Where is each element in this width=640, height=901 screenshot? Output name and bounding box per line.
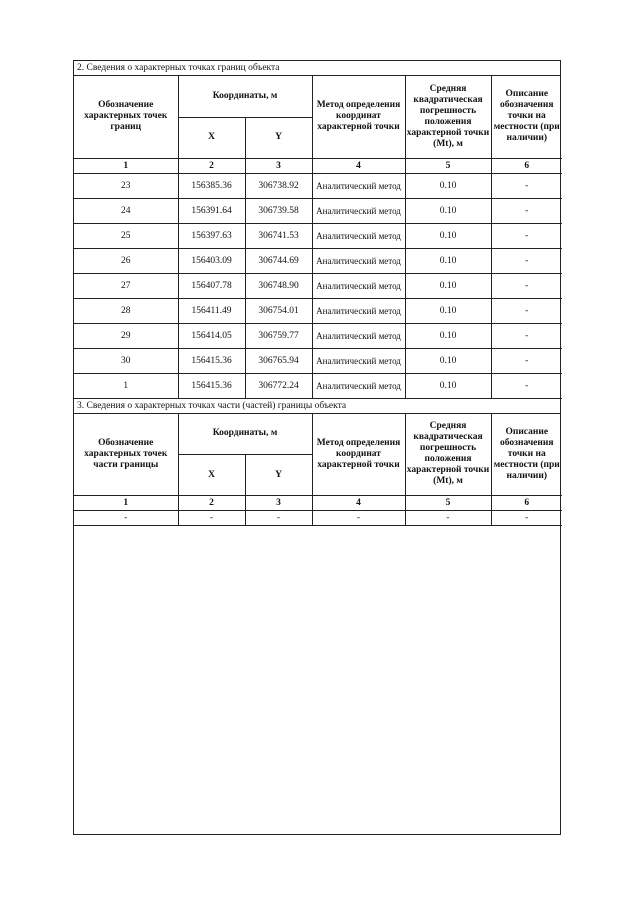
header-method: Метод определения координат характерной точки (312, 414, 405, 496)
point-designation-cell: 27 (74, 273, 178, 298)
error-cell: 0.10 (405, 198, 491, 223)
column-number: 1 (74, 158, 178, 173)
coord-y-cell: 306765.94 (245, 348, 312, 373)
column-number: 4 (312, 496, 405, 511)
coord-x-cell: 156415.36 (178, 348, 245, 373)
error-cell: 0.10 (405, 173, 491, 198)
coord-y-cell: 306772.24 (245, 373, 312, 398)
description-cell: - (491, 323, 562, 348)
empty-cell: - (178, 511, 245, 526)
header-error: Средняя квадратическая погрешность положения характерной точки (Mt), м (405, 414, 491, 496)
coord-y-cell: 306759.77 (245, 323, 312, 348)
section-2-title: 2. Сведения о характерных точках границ объекта (74, 61, 560, 76)
table-row (74, 373, 562, 398)
description-cell: - (491, 298, 562, 323)
table-row (74, 348, 562, 373)
coord-x-cell: 156415.36 (178, 373, 245, 398)
description-cell: - (491, 173, 562, 198)
method-cell: Аналитический метод (312, 173, 405, 198)
table-row (74, 248, 562, 273)
coord-x-cell: 156385.36 (178, 173, 245, 198)
header-x: X (178, 117, 245, 158)
description-cell: - (491, 223, 562, 248)
point-designation-cell: 30 (74, 348, 178, 373)
header-part-point-designation: Обозначение характерных точек части границы (74, 414, 178, 496)
boundary-points-table (74, 76, 562, 399)
description-cell: - (491, 373, 562, 398)
header-y: Y (245, 455, 312, 496)
method-cell: Аналитический метод (312, 323, 405, 348)
column-number-row (74, 158, 562, 173)
coord-x-cell: 156414.05 (178, 323, 245, 348)
empty-cell: - (74, 511, 178, 526)
coord-y-cell: 306748.90 (245, 273, 312, 298)
table-row (74, 198, 562, 223)
point-designation-cell: 1 (74, 373, 178, 398)
method-cell: Аналитический метод (312, 298, 405, 323)
header-x: X (178, 455, 245, 496)
column-number: 6 (491, 158, 562, 173)
point-designation-cell: 29 (74, 323, 178, 348)
header-description: Описание обозначения точки на местности (при наличии) (491, 414, 562, 496)
empty-cell: - (491, 511, 562, 526)
table-row (74, 323, 562, 348)
coord-y-cell: 306739.58 (245, 198, 312, 223)
method-cell: Аналитический метод (312, 373, 405, 398)
coord-y-cell: 306741.53 (245, 223, 312, 248)
method-cell: Аналитический метод (312, 223, 405, 248)
section-3-title: 3. Сведения о характерных точках части (частей) границы объекта (74, 399, 560, 414)
method-cell: Аналитический метод (312, 273, 405, 298)
point-designation-cell: 25 (74, 223, 178, 248)
coord-x-cell: 156397.63 (178, 223, 245, 248)
method-cell: Аналитический метод (312, 248, 405, 273)
column-number: 3 (245, 158, 312, 173)
coord-x-cell: 156391.64 (178, 198, 245, 223)
column-number-row (74, 496, 562, 511)
error-cell: 0.10 (405, 223, 491, 248)
description-cell: - (491, 198, 562, 223)
coord-x-cell: 156411.49 (178, 298, 245, 323)
table-row (74, 223, 562, 248)
column-number: 2 (178, 496, 245, 511)
header-coordinates: Координаты, м (178, 414, 312, 455)
document-page (73, 60, 561, 835)
method-cell: Аналитический метод (312, 198, 405, 223)
error-cell: 0.10 (405, 323, 491, 348)
error-cell: 0.10 (405, 298, 491, 323)
description-cell: - (491, 273, 562, 298)
part-boundary-points-table (74, 414, 562, 527)
header-method: Метод определения координат характерной точки (312, 76, 405, 158)
header-point-designation: Обозначение характерных точек границ (74, 76, 178, 158)
error-cell: 0.10 (405, 373, 491, 398)
table-row (74, 298, 562, 323)
point-designation-cell: 28 (74, 298, 178, 323)
empty-cell: - (312, 511, 405, 526)
description-cell: - (491, 248, 562, 273)
column-number: 5 (405, 496, 491, 511)
coord-x-cell: 156407.78 (178, 273, 245, 298)
empty-cell: - (245, 511, 312, 526)
column-number: 5 (405, 158, 491, 173)
table-row (74, 173, 562, 198)
header-description: Описание обозначения точки на местности (при наличии) (491, 76, 562, 158)
coord-y-cell: 306744.69 (245, 248, 312, 273)
column-number: 4 (312, 158, 405, 173)
column-number: 6 (491, 496, 562, 511)
empty-data-row (74, 511, 562, 526)
method-cell: Аналитический метод (312, 348, 405, 373)
column-number: 2 (178, 158, 245, 173)
error-cell: 0.10 (405, 348, 491, 373)
error-cell: 0.10 (405, 273, 491, 298)
header-coordinates: Координаты, м (178, 76, 312, 117)
error-cell: 0.10 (405, 248, 491, 273)
column-number: 1 (74, 496, 178, 511)
header-error: Средняя квадратическая погрешность положения характерной точки (Mt), м (405, 76, 491, 158)
point-designation-cell: 24 (74, 198, 178, 223)
empty-cell: - (405, 511, 491, 526)
header-y: Y (245, 117, 312, 158)
table-row (74, 273, 562, 298)
point-designation-cell: 26 (74, 248, 178, 273)
description-cell: - (491, 348, 562, 373)
column-number: 3 (245, 496, 312, 511)
coord-y-cell: 306754.01 (245, 298, 312, 323)
point-designation-cell: 23 (74, 173, 178, 198)
coord-y-cell: 306738.92 (245, 173, 312, 198)
coord-x-cell: 156403.09 (178, 248, 245, 273)
